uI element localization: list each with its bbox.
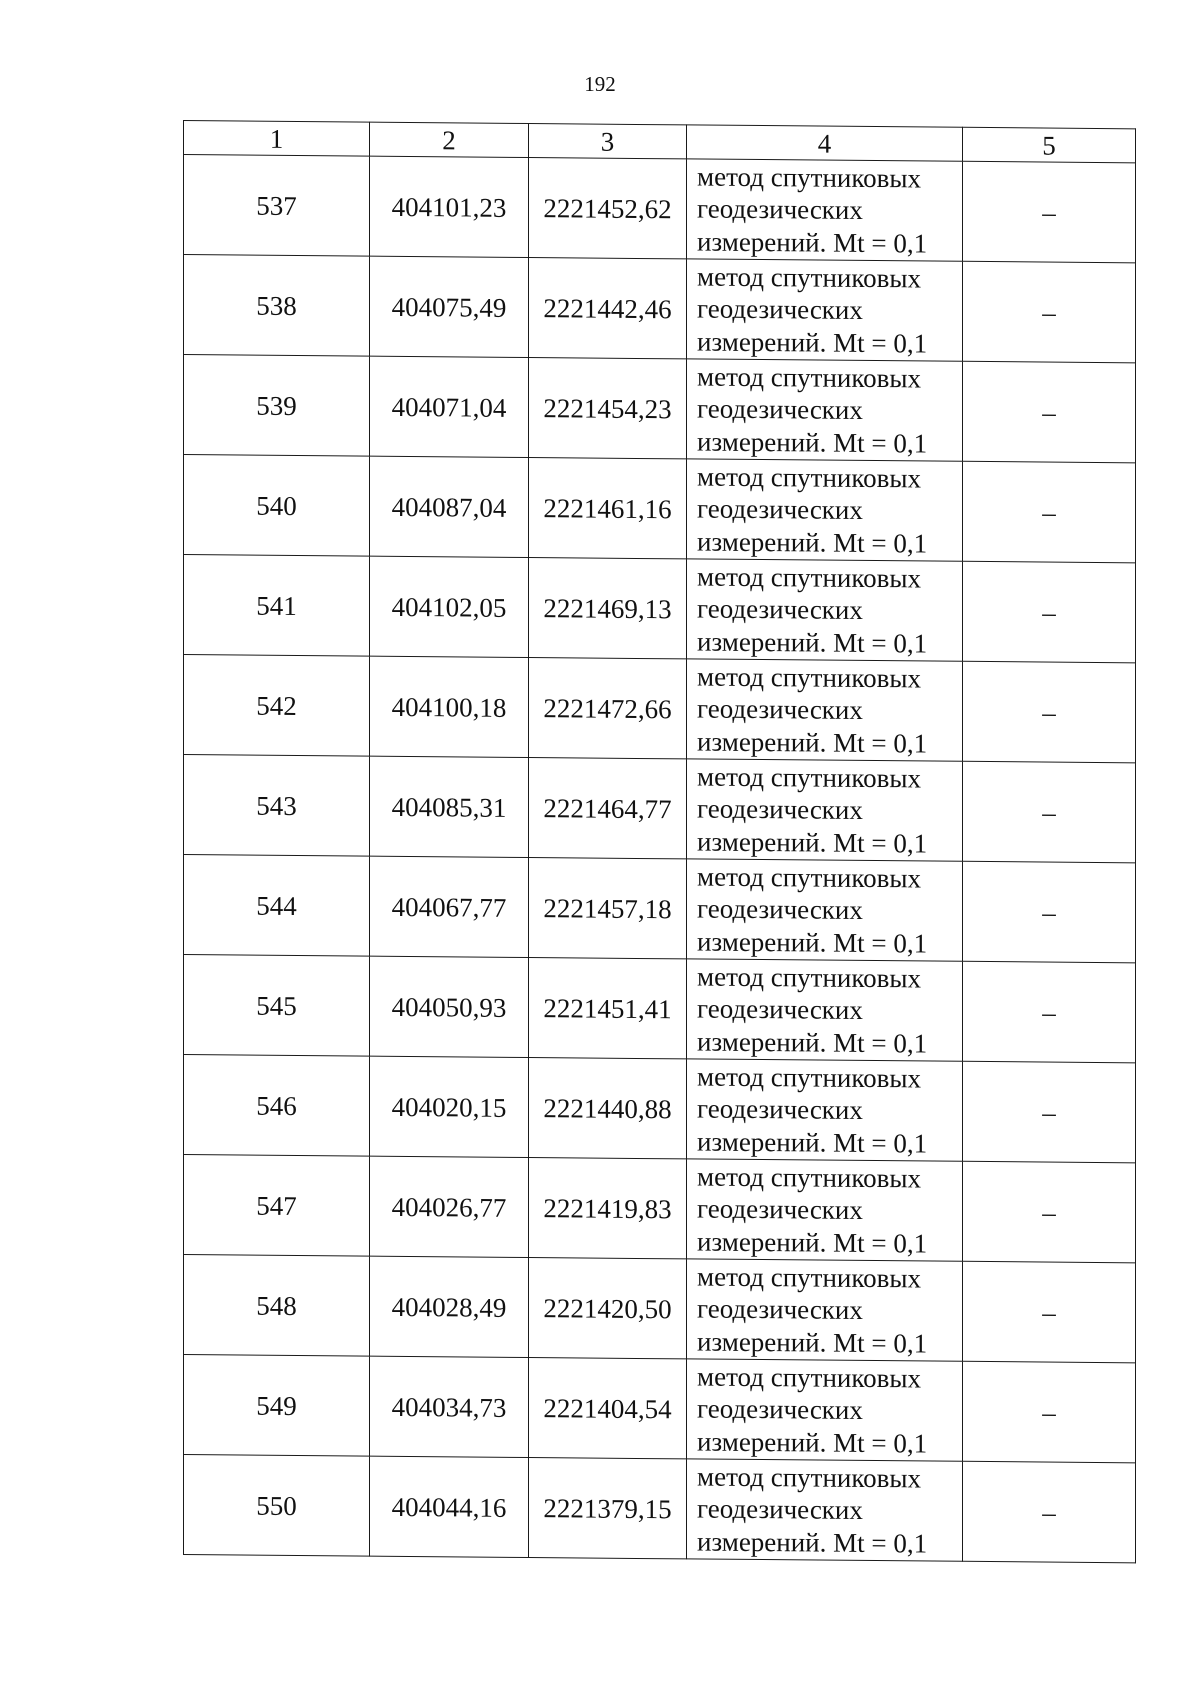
note-cell: – — [963, 1361, 1136, 1463]
table-row — [184, 255, 1136, 363]
method-cell — [687, 559, 963, 661]
point-number-cell: 545 — [184, 955, 370, 1057]
method-line: измерений. Mt = 0,1 — [697, 526, 928, 559]
method-line: метод спутниковых — [697, 761, 921, 794]
point-number-cell: 549 — [184, 1355, 370, 1457]
table-row — [184, 1255, 1136, 1363]
page-number: 192 — [584, 72, 616, 96]
method-line: метод спутниковых — [697, 1261, 921, 1294]
y-coordinate-cell: 2221419,83 — [529, 1158, 687, 1259]
table-row — [184, 955, 1136, 1063]
method-line: измерений. Mt = 0,1 — [697, 1326, 928, 1359]
y-coordinate-cell: 2221454,23 — [529, 358, 687, 459]
method-line: метод спутниковых — [697, 361, 921, 394]
x-coordinate-cell: 404020,15 — [370, 1056, 529, 1157]
method-cell — [687, 1259, 963, 1361]
method-line: геодезических — [697, 793, 863, 826]
y-coordinate-cell: 2221472,66 — [529, 658, 687, 759]
method-line: геодезических — [697, 1493, 863, 1526]
method-cell — [687, 759, 963, 861]
method-cell — [687, 959, 963, 1061]
method-line: измерений. Mt = 0,1 — [697, 1526, 928, 1559]
method-cell — [687, 1359, 963, 1461]
method-line: измерений. Mt = 0,1 — [697, 726, 928, 759]
y-coordinate-cell: 2221452,62 — [529, 158, 687, 259]
method-cell — [687, 159, 963, 261]
note-cell: – — [963, 1261, 1136, 1363]
x-coordinate-cell: 404050,93 — [370, 956, 529, 1057]
point-number-cell: 548 — [184, 1255, 370, 1357]
point-number-cell: 539 — [184, 355, 370, 457]
x-coordinate-cell: 404026,77 — [370, 1156, 529, 1257]
table-row — [184, 355, 1136, 463]
point-number-cell: 542 — [184, 655, 370, 757]
point-number-cell: 543 — [184, 755, 370, 857]
y-coordinate-cell: 2221440,88 — [529, 1058, 687, 1159]
method-line: метод спутниковых — [697, 861, 921, 894]
method-line: геодезических — [697, 1193, 863, 1226]
method-line: измерений. Mt = 0,1 — [697, 826, 928, 859]
method-cell — [687, 259, 963, 361]
note-cell: – — [963, 861, 1136, 963]
x-coordinate-cell: 404067,77 — [370, 856, 529, 957]
method-line: метод спутниковых — [697, 461, 921, 494]
method-cell — [687, 859, 963, 961]
x-coordinate-cell: 404028,49 — [370, 1256, 529, 1357]
method-line: метод спутниковых — [697, 1161, 921, 1194]
table-row — [184, 755, 1136, 863]
method-cell — [687, 1059, 963, 1161]
point-number-cell: 546 — [184, 1055, 370, 1157]
note-cell: – — [963, 1461, 1136, 1563]
method-line: метод спутниковых — [697, 161, 921, 194]
method-line: метод спутниковых — [697, 661, 921, 694]
method-line: измерений. Mt = 0,1 — [697, 1426, 928, 1459]
point-number-cell: 540 — [184, 455, 370, 557]
header-col-2: 2 — [370, 122, 529, 157]
y-coordinate-cell: 2221461,16 — [529, 458, 687, 559]
table-row — [184, 455, 1136, 563]
table-row — [184, 1455, 1136, 1563]
note-cell: – — [963, 561, 1136, 663]
method-line: метод спутниковых — [697, 961, 921, 994]
method-line: метод спутниковых — [697, 1361, 921, 1394]
method-line: измерений. Mt = 0,1 — [697, 1026, 928, 1059]
note-cell: – — [963, 761, 1136, 863]
method-cell — [687, 659, 963, 761]
method-line: измерений. Mt = 0,1 — [697, 1226, 928, 1259]
header-col-4: 4 — [687, 125, 963, 161]
point-number-cell: 541 — [184, 555, 370, 657]
point-number-cell: 550 — [184, 1455, 370, 1557]
note-cell: – — [963, 1061, 1136, 1163]
header-col-3: 3 — [529, 124, 687, 159]
x-coordinate-cell: 404100,18 — [370, 656, 529, 757]
method-cell — [687, 1159, 963, 1261]
method-cell — [687, 359, 963, 461]
note-cell: – — [963, 261, 1136, 363]
point-number-cell: 544 — [184, 855, 370, 957]
x-coordinate-cell: 404071,04 — [370, 356, 529, 457]
point-number-cell: 538 — [184, 255, 370, 357]
x-coordinate-cell: 404102,05 — [370, 556, 529, 657]
method-line: геодезических — [697, 493, 863, 526]
coordinates-table — [183, 120, 1136, 1563]
table-body — [184, 155, 1136, 1563]
method-line: метод спутниковых — [697, 1461, 921, 1494]
point-number-cell: 537 — [184, 155, 370, 257]
method-line: измерений. Mt = 0,1 — [697, 326, 928, 359]
method-line: геодезических — [697, 393, 863, 426]
y-coordinate-cell: 2221404,54 — [529, 1358, 687, 1459]
method-line: геодезических — [697, 1293, 863, 1326]
method-line: геодезических — [697, 893, 863, 926]
method-line: геодезических — [697, 293, 863, 326]
y-coordinate-cell: 2221464,77 — [529, 758, 687, 859]
header-col-5: 5 — [963, 127, 1136, 163]
table-row — [184, 1055, 1136, 1163]
table-row — [184, 1155, 1136, 1263]
header-col-1: 1 — [184, 121, 370, 157]
x-coordinate-cell: 404075,49 — [370, 256, 529, 357]
method-line: геодезических — [697, 1393, 863, 1426]
method-line: метод спутниковых — [697, 261, 921, 294]
table-row — [184, 155, 1136, 263]
method-line: геодезических — [697, 993, 863, 1026]
y-coordinate-cell: 2221442,46 — [529, 258, 687, 359]
x-coordinate-cell: 404034,73 — [370, 1356, 529, 1457]
y-coordinate-cell: 2221420,50 — [529, 1258, 687, 1359]
table-row — [184, 555, 1136, 663]
method-line: измерений. Mt = 0,1 — [697, 1126, 928, 1159]
table-row — [184, 855, 1136, 963]
method-line: измерений. Mt = 0,1 — [697, 226, 928, 259]
x-coordinate-cell: 404087,04 — [370, 456, 529, 557]
y-coordinate-cell: 2221469,13 — [529, 558, 687, 659]
x-coordinate-cell: 404085,31 — [370, 756, 529, 857]
note-cell: – — [963, 1161, 1136, 1263]
table-row — [184, 655, 1136, 763]
y-coordinate-cell: 2221457,18 — [529, 858, 687, 959]
x-coordinate-cell: 404101,23 — [370, 156, 529, 257]
note-cell: – — [963, 961, 1136, 1063]
method-line: метод спутниковых — [697, 1061, 921, 1094]
method-line: метод спутниковых — [697, 561, 921, 594]
x-coordinate-cell: 404044,16 — [370, 1456, 529, 1557]
note-cell: – — [963, 661, 1136, 763]
method-line: измерений. Mt = 0,1 — [697, 426, 928, 459]
note-cell: – — [963, 361, 1136, 463]
method-cell — [687, 1459, 963, 1561]
table-row — [184, 1355, 1136, 1463]
y-coordinate-cell: 2221379,15 — [529, 1458, 687, 1559]
method-line: геодезических — [697, 1093, 863, 1126]
method-line: измерений. Mt = 0,1 — [697, 626, 928, 659]
method-line: геодезических — [697, 593, 863, 626]
note-cell: – — [963, 461, 1136, 563]
method-line: геодезических — [697, 693, 863, 726]
method-line: измерений. Mt = 0,1 — [697, 926, 928, 959]
note-cell: – — [963, 161, 1136, 263]
method-line: геодезических — [697, 193, 863, 226]
y-coordinate-cell: 2221451,41 — [529, 958, 687, 1059]
point-number-cell: 547 — [184, 1155, 370, 1257]
method-cell — [687, 459, 963, 561]
